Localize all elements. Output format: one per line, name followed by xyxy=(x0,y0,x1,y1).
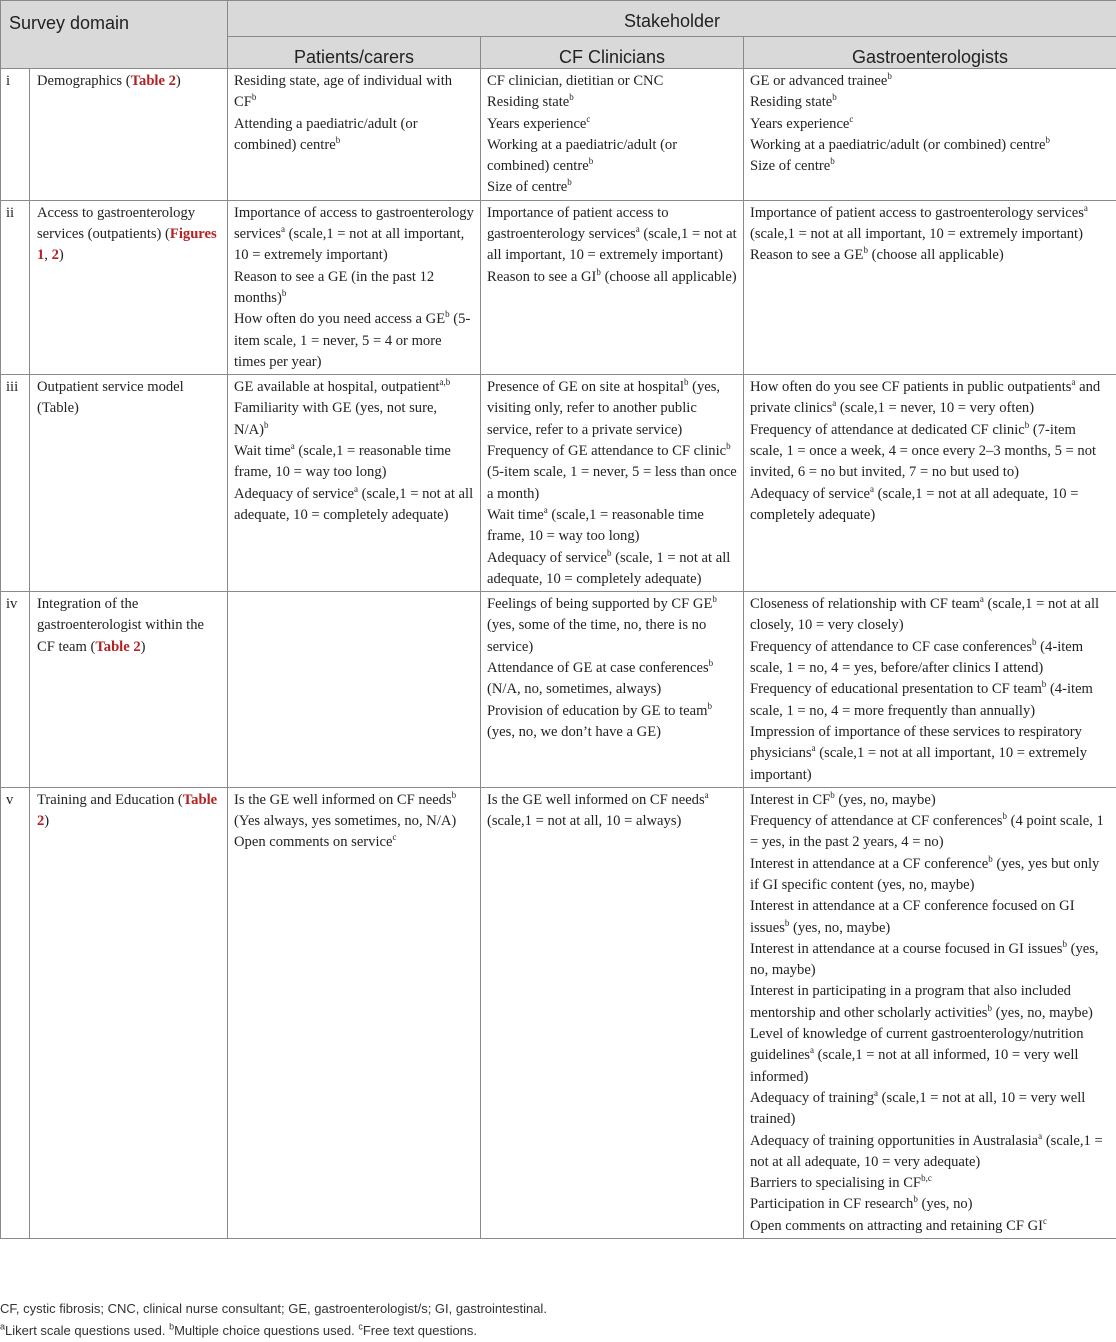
question-item xyxy=(487,658,737,701)
text-segment: Adequacy of service xyxy=(487,550,607,566)
question-item xyxy=(750,811,1110,854)
footnote-marker: b xyxy=(452,790,457,800)
text-segment: (5-item scale, 1 = never, 5 = less than once a month) xyxy=(487,464,737,501)
question-item xyxy=(487,548,737,591)
text-segment: Importance of patient access to gastroenterology services xyxy=(750,205,1084,221)
footnote-marker: a xyxy=(980,594,984,604)
table-reference: 2 xyxy=(52,247,59,263)
text-segment: Residing state, age of individual with CF xyxy=(234,73,452,110)
text-segment: Level of knowledge of current gastroenterology/nutrition guidelines xyxy=(750,1026,1084,1063)
question-item xyxy=(487,790,737,833)
text-segment: (choose all applicable) xyxy=(601,269,737,285)
footnote-marker: b xyxy=(1032,637,1037,647)
footnote-marker: b xyxy=(569,92,574,102)
table-footnotes xyxy=(0,1298,1116,1342)
question-item xyxy=(234,441,474,484)
table-row xyxy=(1,787,1116,1238)
text-segment: (scale,1 = not at all important, 10 = extremely important) xyxy=(234,226,464,263)
footnote-marker: a,b xyxy=(439,377,450,387)
footnote-marker: a xyxy=(281,224,285,234)
text-segment: Reason to see a GE xyxy=(750,247,863,263)
text-segment: (scale,1 = reasonable time frame, 10 = way too long) xyxy=(487,507,704,544)
footnote-marker: b xyxy=(830,790,835,800)
footnote-marker: b xyxy=(709,658,714,668)
text-segment: (scale,1 = not at all, 10 = very well trained) xyxy=(750,1090,1085,1127)
text-segment: Training and Education ( xyxy=(37,792,183,808)
gastroenterologists-cell xyxy=(744,375,1116,592)
text-segment: ) xyxy=(141,639,146,655)
footnote-marker: a xyxy=(1038,1131,1042,1141)
question-item xyxy=(750,156,1110,177)
question-item xyxy=(234,267,474,310)
footnote-text: Free text questions. xyxy=(363,1323,477,1338)
footnote-marker: b xyxy=(887,71,892,81)
cf-clinicians-cell xyxy=(481,592,744,788)
text-segment: Importance of patient access to gastroenterology services xyxy=(487,205,669,242)
text-segment: (5-item scale, 1 = never, 5 = 4 or more times per year) xyxy=(234,311,470,370)
text-segment: Attendance of GE at case conferences xyxy=(487,660,709,676)
table-reference: Table 2 xyxy=(131,73,176,89)
footnote-marker: c xyxy=(358,1322,363,1332)
text-segment: (4-item scale, 1 = no, 4 = yes, before/after clinics I attend) xyxy=(750,639,1083,676)
question-item xyxy=(750,203,1110,246)
question-item xyxy=(750,1088,1110,1131)
gastroenterologists-cell xyxy=(744,200,1116,374)
question-item xyxy=(750,1131,1110,1174)
text-segment: (scale,1 = not at all, 10 = always) xyxy=(487,813,681,829)
table-body xyxy=(1,69,1116,1239)
text-segment: Access to gastroenterology services (outpatients) ( xyxy=(37,205,195,242)
footnote-marker: b xyxy=(708,701,713,711)
patients-cell xyxy=(228,375,481,592)
footnote-marker: b xyxy=(589,156,594,166)
text-segment: (scale,1 = never, 10 = very often) xyxy=(836,400,1034,416)
text-segment: Interest in attendance at a course focused in GI issues xyxy=(750,941,1062,957)
footnote-marker: b xyxy=(832,92,837,102)
footnote-marker: b xyxy=(726,441,731,451)
footnote-marker: b xyxy=(336,135,341,145)
cf-clinicians-cell xyxy=(481,787,744,1238)
question-item xyxy=(487,594,737,658)
text-segment: Years experience xyxy=(750,116,849,132)
footnote-marker: b xyxy=(988,854,993,864)
footnote-text: Multiple choice questions used. xyxy=(174,1323,358,1338)
text-segment: , xyxy=(44,247,51,263)
question-item xyxy=(234,71,474,114)
text-segment: (yes, no, maybe) xyxy=(835,792,936,808)
question-item xyxy=(750,981,1110,1024)
question-item xyxy=(487,114,737,135)
text-segment: Reason to see a GE (in the past 12 months) xyxy=(234,269,434,306)
footnote-marker: b xyxy=(1025,420,1030,430)
question-item xyxy=(750,1024,1110,1088)
question-item xyxy=(750,854,1110,897)
text-segment: (yes, no, we don’t have a GE) xyxy=(487,724,661,740)
question-item xyxy=(750,1216,1110,1237)
question-item xyxy=(750,135,1110,156)
text-segment: Adequacy of training xyxy=(750,1090,874,1106)
question-item xyxy=(750,939,1110,982)
cf-clinicians-cell xyxy=(481,375,744,592)
text-segment: Open comments on attracting and retaining CF GI xyxy=(750,1218,1043,1234)
text-segment: How often do you need access a GE xyxy=(234,311,445,327)
table-row xyxy=(1,200,1116,374)
text-segment: Wait time xyxy=(487,507,544,523)
text-segment: Is the GE well informed on CF needs xyxy=(487,792,705,808)
question-item xyxy=(487,377,737,441)
text-segment: (scale,1 = reasonable time frame, 10 = way too long) xyxy=(234,443,451,480)
footnote-marker: c xyxy=(586,114,590,124)
text-segment: Adequacy of training opportunities in Australasia xyxy=(750,1133,1038,1149)
text-segment: ) xyxy=(59,247,64,263)
footnote-marker: a xyxy=(870,484,874,494)
text-segment: Impression of importance of these services to respiratory physicians xyxy=(750,724,1082,761)
row-number: i xyxy=(1,69,30,201)
question-item xyxy=(750,790,1110,811)
footnote-marker: a xyxy=(544,505,548,515)
question-item xyxy=(234,484,474,527)
text-segment: Importance of access to gastroenterology services xyxy=(234,205,474,242)
question-item xyxy=(234,790,474,833)
footnote-marker: b xyxy=(863,246,868,256)
row-number: iv xyxy=(1,592,30,788)
text-segment: Closeness of relationship with CF team xyxy=(750,596,980,612)
text-segment: Is the GE well informed on CF needs xyxy=(234,792,452,808)
question-item xyxy=(750,722,1110,786)
footnote-marker: b xyxy=(1042,679,1047,689)
header-survey-domain: Survey domain xyxy=(1,1,228,69)
text-segment: Residing state xyxy=(487,94,569,110)
patients-cell xyxy=(228,69,481,201)
text-segment: (yes, no, maybe) xyxy=(992,1005,1093,1021)
text-segment: Provision of education by GE to team xyxy=(487,703,708,719)
text-segment: Adequacy of service xyxy=(750,486,870,502)
question-item xyxy=(750,377,1110,420)
footnote-marker: b xyxy=(1045,135,1050,145)
footnote-marker: a xyxy=(354,484,358,494)
text-segment: Participation in CF research xyxy=(750,1196,913,1212)
footnote-marker: b xyxy=(445,309,450,319)
footnote-marker: b xyxy=(684,377,689,387)
text-segment: ) xyxy=(176,73,181,89)
text-segment: (scale,1 = not at all important, 10 = extremely important) xyxy=(750,226,1083,242)
text-segment: GE available at hospital, outpatient xyxy=(234,379,439,395)
footnote-marker: b xyxy=(988,1003,993,1013)
gastroenterologists-cell xyxy=(744,592,1116,788)
footnote-marker: b xyxy=(607,548,612,558)
survey-domain-cell xyxy=(30,69,228,201)
question-item xyxy=(750,637,1110,680)
question-item xyxy=(487,177,737,198)
text-segment: Outpatient service model (Table) xyxy=(37,379,184,416)
row-number: v xyxy=(1,787,30,1238)
abbreviations-note: CF, cystic fibrosis; CNC, clinical nurse consultant; GE, gastroenterologist/s; GI, gastrointestinal. xyxy=(0,1298,1116,1320)
footnote-marker: a xyxy=(832,399,836,409)
patients-cell xyxy=(228,200,481,374)
footnote-marker: a xyxy=(1084,203,1088,213)
gastroenterologists-cell xyxy=(744,69,1116,201)
question-item xyxy=(750,71,1110,92)
text-segment: (4 point scale, 1 = yes, in the past 2 years, 4 = no) xyxy=(750,813,1104,850)
question-item xyxy=(487,135,737,178)
footnote-marker: b xyxy=(913,1195,918,1205)
question-item xyxy=(487,92,737,113)
survey-domain-cell xyxy=(30,592,228,788)
header-patients-carers: Patients/carers xyxy=(228,37,481,69)
question-item xyxy=(487,441,737,505)
text-segment: Adequacy of service xyxy=(234,486,354,502)
text-segment: CF clinician, dietitian or CNC xyxy=(487,73,663,89)
question-item xyxy=(487,505,737,548)
text-segment: Interest in attendance at a CF conference focused on GI issues xyxy=(750,898,1075,935)
text-segment: (scale, 1 = not at all adequate, 10 = completely adequate) xyxy=(487,550,730,587)
question-item xyxy=(487,701,737,744)
text-segment: Size of centre xyxy=(750,158,830,174)
text-segment: Frequency of attendance at dedicated CF clinic xyxy=(750,422,1025,438)
footnote-marker: b xyxy=(1002,811,1007,821)
text-segment: Working at a paediatric/adult (or combined) centre xyxy=(487,137,677,174)
table-reference: Figures 1 xyxy=(37,226,217,263)
text-segment: Attending a paediatric/adult (or combined) centre xyxy=(234,116,418,153)
text-segment: Barriers to specialising in CF xyxy=(750,1175,921,1191)
footnote-marker: b xyxy=(567,178,572,188)
text-segment: Feelings of being supported by CF GE xyxy=(487,596,712,612)
question-item xyxy=(750,92,1110,113)
footnote-marker: c xyxy=(392,833,396,843)
text-segment: Interest in participating in a program that also included mentorship and other scholarly activities xyxy=(750,983,1071,1020)
text-segment: Size of centre xyxy=(487,179,567,195)
question-item xyxy=(487,203,737,267)
survey-domain-cell xyxy=(30,200,228,374)
question-item xyxy=(750,1173,1110,1194)
text-segment: (yes, no) xyxy=(918,1196,973,1212)
footnote-marker: b xyxy=(830,156,835,166)
text-segment: (scale,1 = not at all informed, 10 = very well informed) xyxy=(750,1047,1078,1084)
text-segment: How often do you see CF patients in public outpatients xyxy=(750,379,1071,395)
text-segment: (yes, no, maybe) xyxy=(750,941,1099,978)
question-item xyxy=(750,1194,1110,1215)
header-cf-clinicians: CF Clinicians xyxy=(481,37,744,69)
text-segment: Reason to see a GI xyxy=(487,269,596,285)
footnote-marker: b xyxy=(264,420,269,430)
survey-domain-cell xyxy=(30,375,228,592)
text-segment: Interest in CF xyxy=(750,792,830,808)
text-segment: Residing state xyxy=(750,94,832,110)
text-segment: Frequency of attendance to CF case conferences xyxy=(750,639,1032,655)
question-item xyxy=(234,309,474,373)
question-item xyxy=(750,896,1110,939)
footnote-marker: a xyxy=(636,224,640,234)
patients-cell xyxy=(228,787,481,1238)
text-segment: (scale,1 = not at all closely, 10 = very closely) xyxy=(750,596,1099,633)
question-type-notes xyxy=(0,1320,1116,1342)
footnote-marker: b xyxy=(1062,939,1067,949)
row-number: iii xyxy=(1,375,30,592)
cf-clinicians-cell xyxy=(481,69,744,201)
question-item xyxy=(750,245,1110,266)
question-item xyxy=(234,203,474,267)
text-segment: Working at a paediatric/adult (or combined) centre xyxy=(750,137,1045,153)
text-segment: Open comments on service xyxy=(234,834,392,850)
question-item xyxy=(487,71,737,92)
question-item xyxy=(750,114,1110,135)
text-segment: ) xyxy=(44,813,49,829)
footnote-marker: b,c xyxy=(921,1173,932,1183)
footnote-text: Likert scale questions used. xyxy=(5,1323,169,1338)
row-number: ii xyxy=(1,200,30,374)
question-item xyxy=(750,594,1110,637)
footnote-marker: b xyxy=(712,594,717,604)
text-segment: Frequency of GE attendance to CF clinic xyxy=(487,443,726,459)
text-segment: Presence of GE on site at hospital xyxy=(487,379,684,395)
footnote-marker: a xyxy=(705,790,709,800)
text-segment: Wait time xyxy=(234,443,291,459)
footnote-marker: b xyxy=(785,918,790,928)
header-stakeholder: Stakeholder xyxy=(228,1,1116,37)
text-segment: (yes, yes but only if GI specific content (yes, no, maybe) xyxy=(750,856,1099,893)
text-segment: Demographics ( xyxy=(37,73,131,89)
cf-clinicians-cell xyxy=(481,200,744,374)
text-segment: (scale,1 = not at all adequate, 10 = completely adequate) xyxy=(750,486,1078,523)
text-segment: (scale,1 = not at all adequate, 10 = very adequate) xyxy=(750,1133,1103,1170)
footnote-marker: b xyxy=(252,92,257,102)
question-item xyxy=(234,377,474,398)
footnote-marker: a xyxy=(810,1046,814,1056)
text-segment: (4-item scale, 1 = no, 4 = more frequently than annually) xyxy=(750,681,1093,718)
footnote-marker: a xyxy=(1071,377,1075,387)
question-item xyxy=(234,832,474,853)
footnote-marker: a xyxy=(812,743,816,753)
text-segment: (scale,1 = not at all important, 10 = extremely important) xyxy=(750,745,1087,782)
text-segment: (N/A, no, sometimes, always) xyxy=(487,681,661,697)
table-row xyxy=(1,69,1116,201)
footnote-marker: b xyxy=(596,267,601,277)
text-segment: Frequency of educational presentation to CF team xyxy=(750,681,1042,697)
table-reference: Table 2 xyxy=(95,639,140,655)
table-header xyxy=(1,1,1116,69)
question-item xyxy=(234,398,474,441)
text-segment: Years experience xyxy=(487,116,586,132)
text-segment: GE or advanced trainee xyxy=(750,73,887,89)
text-segment: (scale,1 = not at all adequate, 10 = completely adequate) xyxy=(234,486,473,523)
text-segment: Integration of the gastroenterologist within the CF team ( xyxy=(37,596,204,655)
footnote-marker: a xyxy=(0,1322,5,1332)
gastroenterologists-cell xyxy=(744,787,1116,1238)
text-segment: (scale,1 = not at all important, 10 = extremely important) xyxy=(487,226,737,263)
text-segment: Familiarity with GE (yes, not sure, N/A) xyxy=(234,400,437,437)
question-item xyxy=(750,420,1110,484)
footnote-marker: a xyxy=(291,441,295,451)
table-row xyxy=(1,592,1116,788)
question-item xyxy=(234,114,474,157)
question-item xyxy=(750,484,1110,527)
text-segment: (yes, no, maybe) xyxy=(789,920,890,936)
footnote-marker: b xyxy=(169,1322,174,1332)
text-segment: (choose all applicable) xyxy=(868,247,1004,263)
text-segment: (7-item scale, 1 = once a week, 4 = once every 2–3 months, 5 = not invited, 6 = no but invited, 7 = no but used to) xyxy=(750,422,1096,481)
footnote-marker: b xyxy=(282,288,287,298)
text-segment: (yes, some of the time, no, there is no service) xyxy=(487,617,706,654)
footnote-marker: a xyxy=(874,1088,878,1098)
text-segment: Frequency of attendance at CF conferences xyxy=(750,813,1002,829)
survey-domain-cell xyxy=(30,787,228,1238)
text-segment: (yes, visiting only, refer to another public service, refer to a private service) xyxy=(487,379,720,438)
text-segment: and private clinics xyxy=(750,379,1100,416)
question-item xyxy=(487,267,737,288)
header-gastroenterologists: Gastroenterologists xyxy=(744,37,1116,69)
table-row xyxy=(1,375,1116,592)
footnote-marker: c xyxy=(1043,1216,1047,1226)
text-segment: (Yes always, yes sometimes, no, N/A) xyxy=(234,813,456,829)
question-item xyxy=(750,679,1110,722)
footnote-marker: c xyxy=(849,114,853,124)
text-segment: Interest in attendance at a CF conference xyxy=(750,856,988,872)
table-reference: Table 2 xyxy=(37,792,217,829)
patients-cell xyxy=(228,592,481,788)
